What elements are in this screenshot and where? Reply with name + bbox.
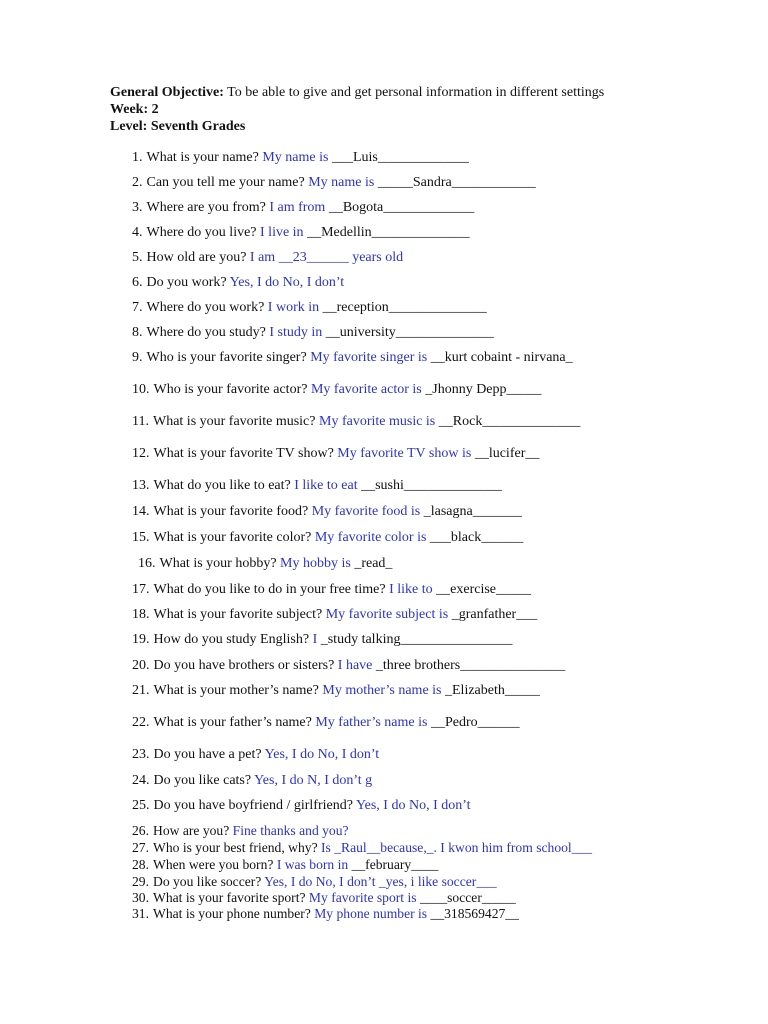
question-text: Where do you live? bbox=[146, 225, 257, 240]
question-item bbox=[132, 683, 540, 699]
question-item bbox=[132, 840, 592, 856]
question-item bbox=[132, 715, 520, 731]
question-number: 26. bbox=[132, 823, 149, 838]
question-item bbox=[132, 300, 487, 316]
question-number: 12. bbox=[132, 446, 150, 461]
question-number: 3. bbox=[132, 200, 143, 215]
question-item bbox=[132, 446, 539, 462]
answer-prompt: Yes, I do No, I don’t _yes, i like soccer___ bbox=[264, 874, 497, 889]
question-text: What is your favorite TV show? bbox=[153, 446, 334, 461]
question-item bbox=[132, 175, 536, 191]
level-label: Level: Seventh Grades bbox=[110, 119, 246, 134]
answer-text: _Jhonny Depp_____ bbox=[425, 382, 542, 397]
answer-prompt: My favorite actor is bbox=[310, 382, 422, 397]
answer-prompt: Fine thanks and you? bbox=[232, 823, 349, 838]
question-text: What is your favorite food? bbox=[153, 504, 309, 519]
question-text: What do you like to eat? bbox=[153, 478, 291, 493]
answer-prompt: I am __23______ years old bbox=[249, 250, 404, 265]
question-item bbox=[138, 556, 392, 572]
answer-text: _____Sandra____________ bbox=[377, 175, 536, 190]
answer-prompt: My favorite music is bbox=[319, 414, 436, 429]
answer-text: ___black______ bbox=[429, 530, 524, 545]
question-item bbox=[132, 382, 542, 398]
question-item bbox=[132, 275, 344, 291]
answer-prompt: Yes, I do N, I don’t g bbox=[254, 773, 373, 788]
answer-text: __reception______________ bbox=[322, 300, 487, 315]
question-text: Where are you from? bbox=[146, 200, 266, 215]
answer-text: __Bogota_____________ bbox=[328, 200, 475, 215]
answer-text: _Elizabeth_____ bbox=[445, 683, 540, 698]
question-number: 10. bbox=[132, 382, 150, 397]
answer-text: __Pedro______ bbox=[430, 715, 520, 730]
question-number: 17. bbox=[132, 582, 150, 597]
question-number: 29. bbox=[132, 874, 149, 889]
question-item bbox=[132, 504, 522, 520]
answer-text: __Rock______________ bbox=[438, 414, 581, 429]
question-text: Do you like cats? bbox=[153, 773, 252, 788]
answer-prompt: My hobby is bbox=[280, 556, 351, 571]
question-text: Who is your best friend, why? bbox=[153, 840, 318, 855]
answer-prompt: My name is bbox=[262, 150, 329, 165]
question-number: 14. bbox=[132, 504, 150, 519]
question-text: What is your favorite music? bbox=[152, 414, 316, 429]
answer-text: ___Luis_____________ bbox=[331, 150, 469, 165]
answer-prompt: My favorite subject is bbox=[325, 607, 449, 622]
answer-text: __exercise_____ bbox=[436, 582, 532, 597]
objective-text: To be able to give and get personal information in different settings bbox=[223, 85, 605, 100]
question-text: What is your hobby? bbox=[159, 556, 277, 571]
question-number: 16. bbox=[138, 556, 156, 571]
question-number: 1. bbox=[132, 150, 143, 165]
question-number: 28. bbox=[132, 857, 149, 872]
question-number: 23. bbox=[132, 747, 150, 762]
question-item bbox=[132, 414, 580, 430]
answer-prompt: I study in bbox=[269, 325, 323, 340]
question-number: 31. bbox=[132, 906, 149, 921]
objective-label: General Objective: bbox=[110, 85, 224, 100]
question-number: 7. bbox=[132, 300, 143, 315]
answer-prompt: Yes, I do No, I don’t bbox=[229, 275, 345, 290]
question-text: What is your mother’s name? bbox=[153, 683, 319, 698]
question-number: 24. bbox=[132, 773, 150, 788]
answer-text: __kurt cobaint - nirvana_ bbox=[430, 350, 573, 365]
answer-prompt: My phone number is bbox=[314, 906, 428, 921]
question-text: Where do you study? bbox=[146, 325, 266, 340]
answer-prompt: I like to eat bbox=[294, 478, 358, 493]
answer-prompt: I like to bbox=[389, 582, 433, 597]
question-text: Do you have brothers or sisters? bbox=[153, 658, 335, 673]
answer-text: __318569427__ bbox=[430, 906, 519, 921]
question-text: Do you like soccer? bbox=[153, 874, 262, 889]
week-label: Week: 2 bbox=[110, 102, 159, 117]
question-number: 5. bbox=[132, 250, 143, 265]
question-item bbox=[132, 890, 516, 906]
answer-text: _three brothers_______________ bbox=[375, 658, 566, 673]
question-item bbox=[132, 632, 512, 648]
question-number: 22. bbox=[132, 715, 150, 730]
answer-text: _granfather___ bbox=[451, 607, 538, 622]
question-item bbox=[132, 325, 494, 341]
question-item bbox=[132, 823, 349, 839]
answer-prompt: I live in bbox=[260, 225, 304, 240]
question-item bbox=[132, 250, 403, 266]
answer-prompt: I work in bbox=[267, 300, 320, 315]
question-item bbox=[132, 773, 372, 789]
question-item bbox=[132, 350, 573, 366]
answer-text: _read_ bbox=[354, 556, 393, 571]
question-item bbox=[132, 798, 471, 814]
question-number: 30. bbox=[132, 890, 149, 905]
question-item bbox=[132, 906, 519, 922]
answer-text: ____soccer_____ bbox=[419, 890, 516, 905]
question-number: 15. bbox=[132, 530, 150, 545]
question-text: Who is your favorite actor? bbox=[153, 382, 308, 397]
answer-prompt: My favorite singer is bbox=[310, 350, 428, 365]
question-item bbox=[132, 530, 523, 546]
question-item bbox=[132, 478, 502, 494]
question-text: Do you have a pet? bbox=[153, 747, 262, 762]
answer-prompt: I am from bbox=[269, 200, 326, 215]
answer-prompt: My father’s name is bbox=[315, 715, 428, 730]
answer-prompt: I was born in bbox=[276, 857, 349, 872]
question-number: 2. bbox=[132, 175, 143, 190]
question-number: 4. bbox=[132, 225, 143, 240]
answer-prompt: My favorite color is bbox=[314, 530, 427, 545]
answer-prompt: I have bbox=[337, 658, 373, 673]
question-number: 27. bbox=[132, 840, 149, 855]
answer-text: _lasagna_______ bbox=[423, 504, 522, 519]
question-number: 20. bbox=[132, 658, 150, 673]
question-item bbox=[132, 747, 379, 763]
question-text: How old are you? bbox=[146, 250, 247, 265]
question-item bbox=[132, 874, 497, 890]
question-number: 9. bbox=[132, 350, 143, 365]
question-text: What is your favorite color? bbox=[153, 530, 312, 545]
answer-prompt: My favorite TV show is bbox=[337, 446, 472, 461]
question-text: What is your favorite sport? bbox=[153, 890, 306, 905]
question-number: 8. bbox=[132, 325, 143, 340]
question-item bbox=[132, 857, 438, 873]
question-text: How are you? bbox=[153, 823, 230, 838]
question-text: Do you have boyfriend / girlfriend? bbox=[153, 798, 353, 813]
answer-prompt: My favorite food is bbox=[311, 504, 421, 519]
answer-prompt: My mother’s name is bbox=[322, 683, 442, 698]
question-number: 25. bbox=[132, 798, 150, 813]
answer-prompt: Yes, I do No, I don’t bbox=[264, 747, 380, 762]
answer-prompt: I bbox=[312, 632, 318, 647]
question-item bbox=[132, 225, 470, 241]
answer-text: _study talking________________ bbox=[320, 632, 513, 647]
question-text: What do you like to do in your free time? bbox=[153, 582, 386, 597]
question-text: Who is your favorite singer? bbox=[146, 350, 307, 365]
answer-prompt: My favorite sport is bbox=[308, 890, 417, 905]
question-number: 11. bbox=[132, 414, 149, 429]
question-number: 21. bbox=[132, 683, 150, 698]
answer-text: __university______________ bbox=[325, 325, 494, 340]
question-number: 18. bbox=[132, 607, 150, 622]
answer-text: __february____ bbox=[351, 857, 439, 872]
question-text: How do you study English? bbox=[153, 632, 310, 647]
question-item bbox=[132, 150, 469, 166]
question-text: What is your favorite subject? bbox=[153, 607, 323, 622]
question-number: 19. bbox=[132, 632, 150, 647]
question-item bbox=[132, 200, 474, 216]
question-text: When were you born? bbox=[153, 857, 274, 872]
answer-prompt: Is _Raul__because,_. I kwon him from school___ bbox=[321, 840, 593, 855]
question-text: Can you tell me your name? bbox=[146, 175, 305, 190]
question-text: What is your father’s name? bbox=[153, 715, 312, 730]
question-text: What is your phone number? bbox=[153, 906, 311, 921]
question-text: Where do you work? bbox=[146, 300, 265, 315]
answer-text: __lucifer__ bbox=[474, 446, 540, 461]
answer-prompt: Yes, I do No, I don’t bbox=[355, 798, 471, 813]
worksheet-header bbox=[110, 84, 604, 135]
question-text: What is your name? bbox=[146, 150, 259, 165]
answer-text: __Medellin______________ bbox=[307, 225, 470, 240]
question-item bbox=[132, 582, 531, 598]
question-item bbox=[132, 607, 537, 623]
question-text: Do you work? bbox=[146, 275, 227, 290]
question-number: 6. bbox=[132, 275, 143, 290]
answer-prompt: My name is bbox=[308, 175, 375, 190]
answer-text: __sushi______________ bbox=[361, 478, 502, 493]
general-objective bbox=[110, 84, 604, 101]
question-number: 13. bbox=[132, 478, 150, 493]
question-item bbox=[132, 658, 565, 674]
